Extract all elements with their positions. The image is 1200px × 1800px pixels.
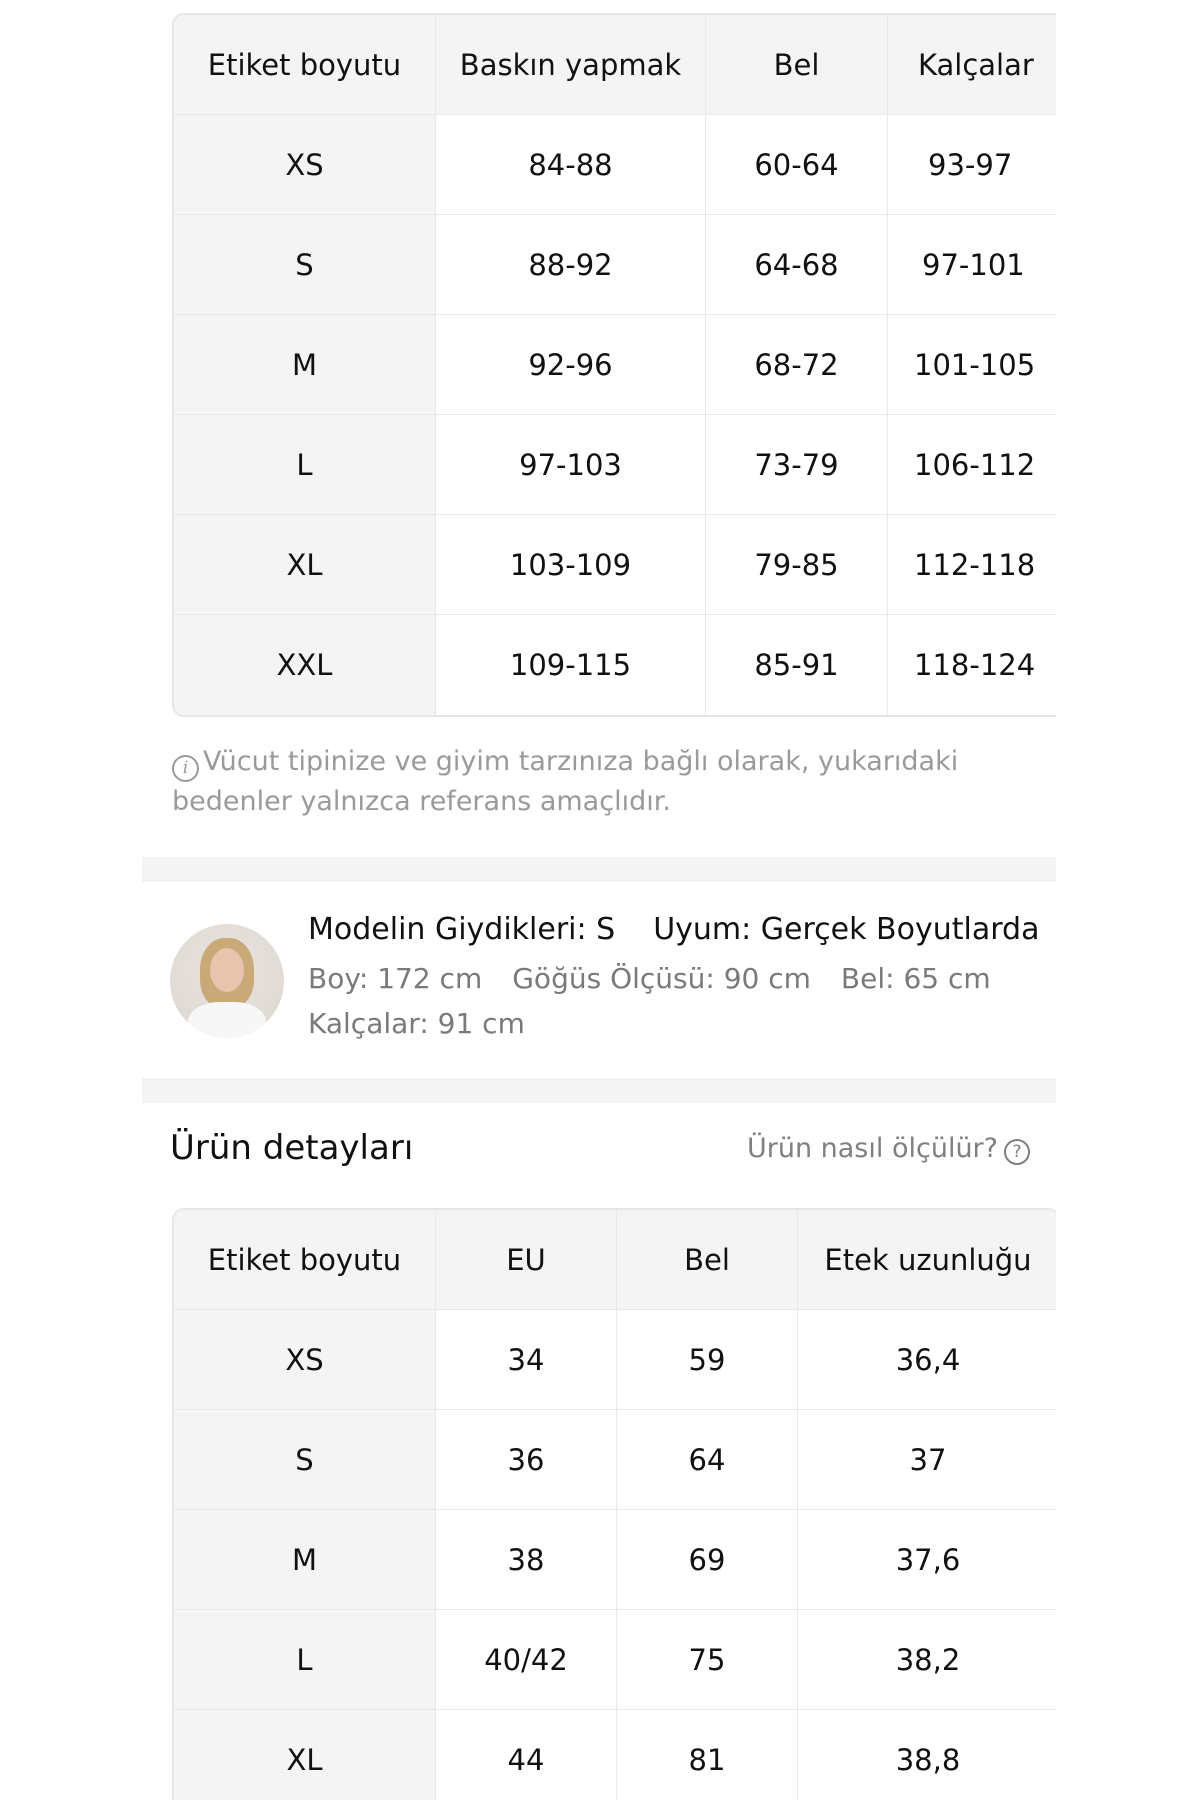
table-row [174, 115, 1056, 215]
size-label: M [174, 1510, 436, 1610]
column-header: Etek uzunluğu [798, 1210, 1056, 1310]
column-header: Kalçalar [888, 15, 1056, 115]
product-details-title: Ürün detayları [170, 1128, 414, 1168]
table-row [174, 615, 1056, 715]
table-cell: 59 [617, 1310, 798, 1410]
table-row [174, 515, 1056, 615]
table-cell: 64 [617, 1410, 798, 1510]
model-waist: Bel: 65 cm [840, 962, 991, 995]
table-row [174, 1410, 1056, 1510]
table-row [174, 315, 1056, 415]
column-header: Bel [617, 1210, 798, 1310]
model-measurements [308, 962, 991, 995]
size-label: L [174, 415, 436, 515]
table-cell: 36,4 [798, 1310, 1056, 1410]
size-label: XL [174, 1710, 436, 1800]
model-bust: Göğüs Ölçüsü: 90 cm [512, 962, 811, 995]
table-cell: 93-97 [888, 115, 1056, 215]
table-cell: 112-118 [888, 515, 1056, 615]
table-header-row [174, 15, 1056, 115]
size-label: XXL [174, 615, 436, 715]
size-label: L [174, 1610, 436, 1710]
table-cell: 101-105 [888, 315, 1056, 415]
table-row [174, 415, 1056, 515]
size-label: XS [174, 1310, 436, 1410]
size-chart-table [172, 13, 1056, 717]
table-cell: 44 [436, 1710, 617, 1800]
size-reference-note [172, 742, 1012, 821]
column-header: Baskın yapmak [436, 15, 706, 115]
size-label: S [174, 215, 436, 315]
table-cell: 68-72 [706, 315, 888, 415]
table-row [174, 215, 1056, 315]
model-info [170, 912, 1060, 1052]
table-cell: 81 [617, 1710, 798, 1800]
table-cell: 34 [436, 1310, 617, 1410]
info-icon: i [172, 755, 199, 782]
table-header-row [174, 1210, 1056, 1310]
how-to-measure-link[interactable] [747, 1133, 1030, 1165]
table-cell: 75 [617, 1610, 798, 1710]
table-cell: 106-112 [888, 415, 1056, 515]
table-cell: 38 [436, 1510, 617, 1610]
table-cell: 88-92 [436, 215, 706, 315]
size-label: XS [174, 115, 436, 215]
table-row [174, 1310, 1056, 1410]
column-header: EU [436, 1210, 617, 1310]
table-cell: 40/42 [436, 1610, 617, 1710]
section-divider [142, 1078, 1056, 1103]
table-row [174, 1710, 1056, 1800]
table-cell: 69 [617, 1510, 798, 1610]
table-row [174, 1510, 1056, 1610]
avatar-face [210, 948, 244, 992]
table-cell: 118-124 [888, 615, 1056, 715]
note-text: Vücut tipinize ve giyim tarzınıza bağlı olarak, yukarıdaki bedenler yalnızca referans amaçlıdır. [172, 746, 959, 817]
how-to-measure-label: Ürün nasıl ölçülür? [746, 1133, 998, 1164]
table-row [174, 1610, 1056, 1710]
table-cell: 97-101 [888, 215, 1056, 315]
model-height: Boy: 172 cm [308, 962, 483, 995]
product-details-table-container [172, 1208, 1056, 1800]
product-details-table [172, 1208, 1056, 1800]
column-header: Etiket boyutu [174, 1210, 436, 1310]
table-cell: 79-85 [706, 515, 888, 615]
table-cell: 109-115 [436, 615, 706, 715]
model-summary [308, 912, 1039, 947]
model-avatar [170, 924, 284, 1038]
column-header: Etiket boyutu [174, 15, 436, 115]
section-divider [142, 857, 1056, 882]
avatar-body [188, 1002, 266, 1038]
table-cell: 103-109 [436, 515, 706, 615]
size-label: XL [174, 515, 436, 615]
size-chart-table-container [172, 13, 1056, 719]
table-cell: 92-96 [436, 315, 706, 415]
size-label: S [174, 1410, 436, 1510]
table-cell: 37,6 [798, 1510, 1056, 1610]
table-cell: 38,8 [895, 1743, 961, 1777]
model-fit: Uyum: Gerçek Boyutlarda [653, 912, 1040, 947]
column-header: Bel [706, 15, 888, 115]
table-cell: 38,2 [798, 1610, 1056, 1710]
table-cell: 97-103 [436, 415, 706, 515]
model-wearing-size: Modelin Giydikleri: S [308, 912, 616, 947]
table-cell: 84-88 [436, 115, 706, 215]
table-cell: 36 [436, 1410, 617, 1510]
table-cell: 60-64 [706, 115, 888, 215]
table-cell: 64-68 [706, 215, 888, 315]
table-cell: 37 [798, 1410, 1056, 1510]
table-cell: 73-79 [706, 415, 888, 515]
table-cell: 85-91 [706, 615, 888, 715]
model-hips: Kalçalar: 91 cm [308, 1007, 525, 1040]
size-label: M [174, 315, 436, 415]
question-circle-icon: ? [1004, 1139, 1030, 1165]
